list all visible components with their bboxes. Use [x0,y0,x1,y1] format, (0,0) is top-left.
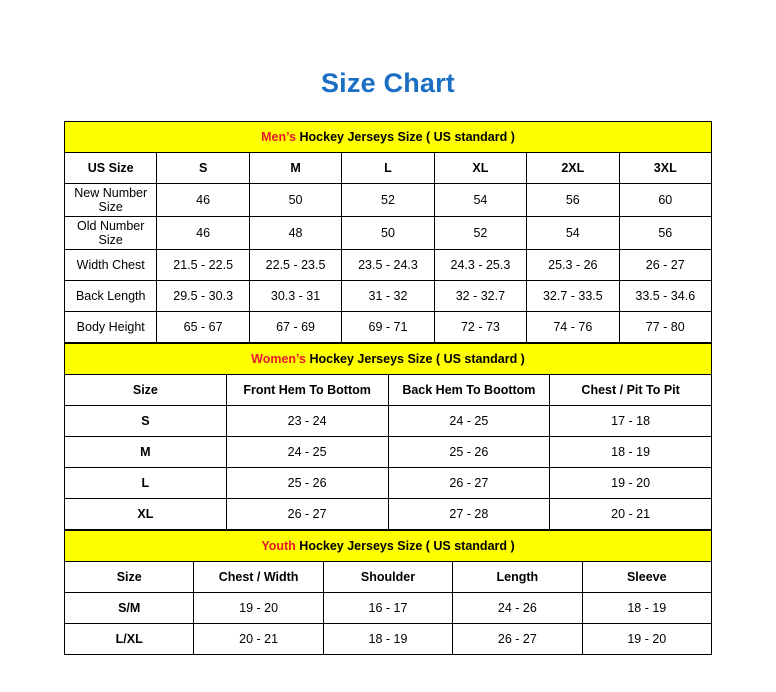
mens-r0-c2: 50 [249,184,341,217]
table-row [65,406,712,437]
table-row [65,217,712,250]
mens-col-3: L [342,153,434,184]
womens-r2-c1: 25 - 26 [226,468,388,499]
table-header-row [65,375,712,406]
mens-r3-c1: 29.5 - 30.3 [157,281,249,312]
womens-r3-c0: XL [65,499,227,530]
womens-r0-c3: 17 - 18 [550,406,712,437]
table-header-row [65,153,712,184]
womens-r2-c3: 19 - 20 [550,468,712,499]
womens-r1-c3: 18 - 19 [550,437,712,468]
table-row [65,593,712,624]
mens-r0-c4: 54 [434,184,526,217]
mens-r4-c1: 65 - 67 [157,312,249,343]
womens-r0-c2: 24 - 25 [388,406,550,437]
mens-r2-c5: 25.3 - 26 [527,250,619,281]
mens-r1-c0: Old Number Size [65,217,157,250]
table-row [65,184,712,217]
mens-col-1: S [157,153,249,184]
mens-r0-c5: 56 [527,184,619,217]
mens-r1-c5: 54 [527,217,619,250]
mens-r1-c6: 56 [619,217,711,250]
youth-col-2: Shoulder [323,562,452,593]
womens-r1-c1: 24 - 25 [226,437,388,468]
table-row [65,437,712,468]
table-banner-row [65,531,712,562]
table-row [65,312,712,343]
womens-col-2: Back Hem To Boottom [388,375,550,406]
youth-r0-c2: 16 - 17 [323,593,452,624]
womens-r2-c2: 26 - 27 [388,468,550,499]
womens-size-table [64,343,712,530]
table-row [65,624,712,655]
womens-col-0: Size [65,375,227,406]
mens-r4-c2: 67 - 69 [249,312,341,343]
youth-r1-c1: 20 - 21 [194,624,323,655]
youth-col-4: Sleeve [582,562,711,593]
youth-r1-c2: 18 - 19 [323,624,452,655]
table-row [65,468,712,499]
mens-size-table [64,121,712,343]
mens-r2-c4: 24.3 - 25.3 [434,250,526,281]
youth-r1-c3: 26 - 27 [453,624,582,655]
womens-banner-rest: Hockey Jerseys Size ( US standard ) [306,352,525,366]
womens-banner-accent: Women’s [251,352,306,366]
mens-r0-c3: 52 [342,184,434,217]
womens-banner [65,344,712,375]
mens-r1-c1: 46 [157,217,249,250]
youth-r1-c0: L/XL [65,624,194,655]
mens-r4-c4: 72 - 73 [434,312,526,343]
womens-col-3: Chest / Pit To Pit [550,375,712,406]
size-chart-tables [64,121,712,655]
youth-r0-c1: 19 - 20 [194,593,323,624]
mens-r4-c0: Body Height [65,312,157,343]
mens-r4-c3: 69 - 71 [342,312,434,343]
womens-r0-c0: S [65,406,227,437]
womens-r3-c3: 20 - 21 [550,499,712,530]
womens-r1-c0: M [65,437,227,468]
mens-r1-c3: 50 [342,217,434,250]
mens-r3-c4: 32 - 32.7 [434,281,526,312]
mens-r3-c2: 30.3 - 31 [249,281,341,312]
mens-banner-rest: Hockey Jerseys Size ( US standard ) [296,130,515,144]
youth-col-0: Size [65,562,194,593]
mens-r2-c2: 22.5 - 23.5 [249,250,341,281]
mens-r2-c6: 26 - 27 [619,250,711,281]
youth-col-3: Length [453,562,582,593]
page-title: Size Chart [320,68,456,98]
mens-r2-c1: 21.5 - 22.5 [157,250,249,281]
womens-r3-c2: 27 - 28 [388,499,550,530]
mens-r2-c0: Width Chest [65,250,157,281]
womens-r2-c0: L [65,468,227,499]
youth-r1-c4: 19 - 20 [582,624,711,655]
womens-r0-c1: 23 - 24 [226,406,388,437]
youth-r0-c4: 18 - 19 [582,593,711,624]
table-row [65,281,712,312]
table-row [65,250,712,281]
table-row [65,499,712,530]
mens-banner-accent: Men’s [261,130,297,144]
mens-r0-c0: New Number Size [65,184,157,217]
youth-r0-c3: 24 - 26 [453,593,582,624]
mens-r4-c6: 77 - 80 [619,312,711,343]
table-banner-row [65,344,712,375]
mens-r1-c4: 52 [434,217,526,250]
youth-banner [65,531,712,562]
womens-r3-c1: 26 - 27 [226,499,388,530]
womens-r1-c2: 25 - 26 [388,437,550,468]
mens-r3-c3: 31 - 32 [342,281,434,312]
mens-col-4: XL [434,153,526,184]
youth-size-table [64,530,712,655]
mens-col-0: US Size [65,153,157,184]
youth-r0-c0: S/M [65,593,194,624]
mens-col-2: M [249,153,341,184]
mens-banner [65,122,712,153]
mens-r3-c6: 33.5 - 34.6 [619,281,711,312]
mens-r4-c5: 74 - 76 [527,312,619,343]
mens-r0-c6: 60 [619,184,711,217]
mens-col-6: 3XL [619,153,711,184]
youth-banner-accent: Youth [261,539,296,553]
mens-r1-c2: 48 [249,217,341,250]
mens-r3-c5: 32.7 - 33.5 [527,281,619,312]
youth-banner-rest: Hockey Jerseys Size ( US standard ) [295,539,515,553]
mens-r0-c1: 46 [157,184,249,217]
mens-r2-c3: 23.5 - 24.3 [342,250,434,281]
table-banner-row [65,122,712,153]
womens-col-1: Front Hem To Bottom [226,375,388,406]
mens-r3-c0: Back Length [65,281,157,312]
mens-col-5: 2XL [527,153,619,184]
youth-col-1: Chest / Width [194,562,323,593]
table-header-row [65,562,712,593]
